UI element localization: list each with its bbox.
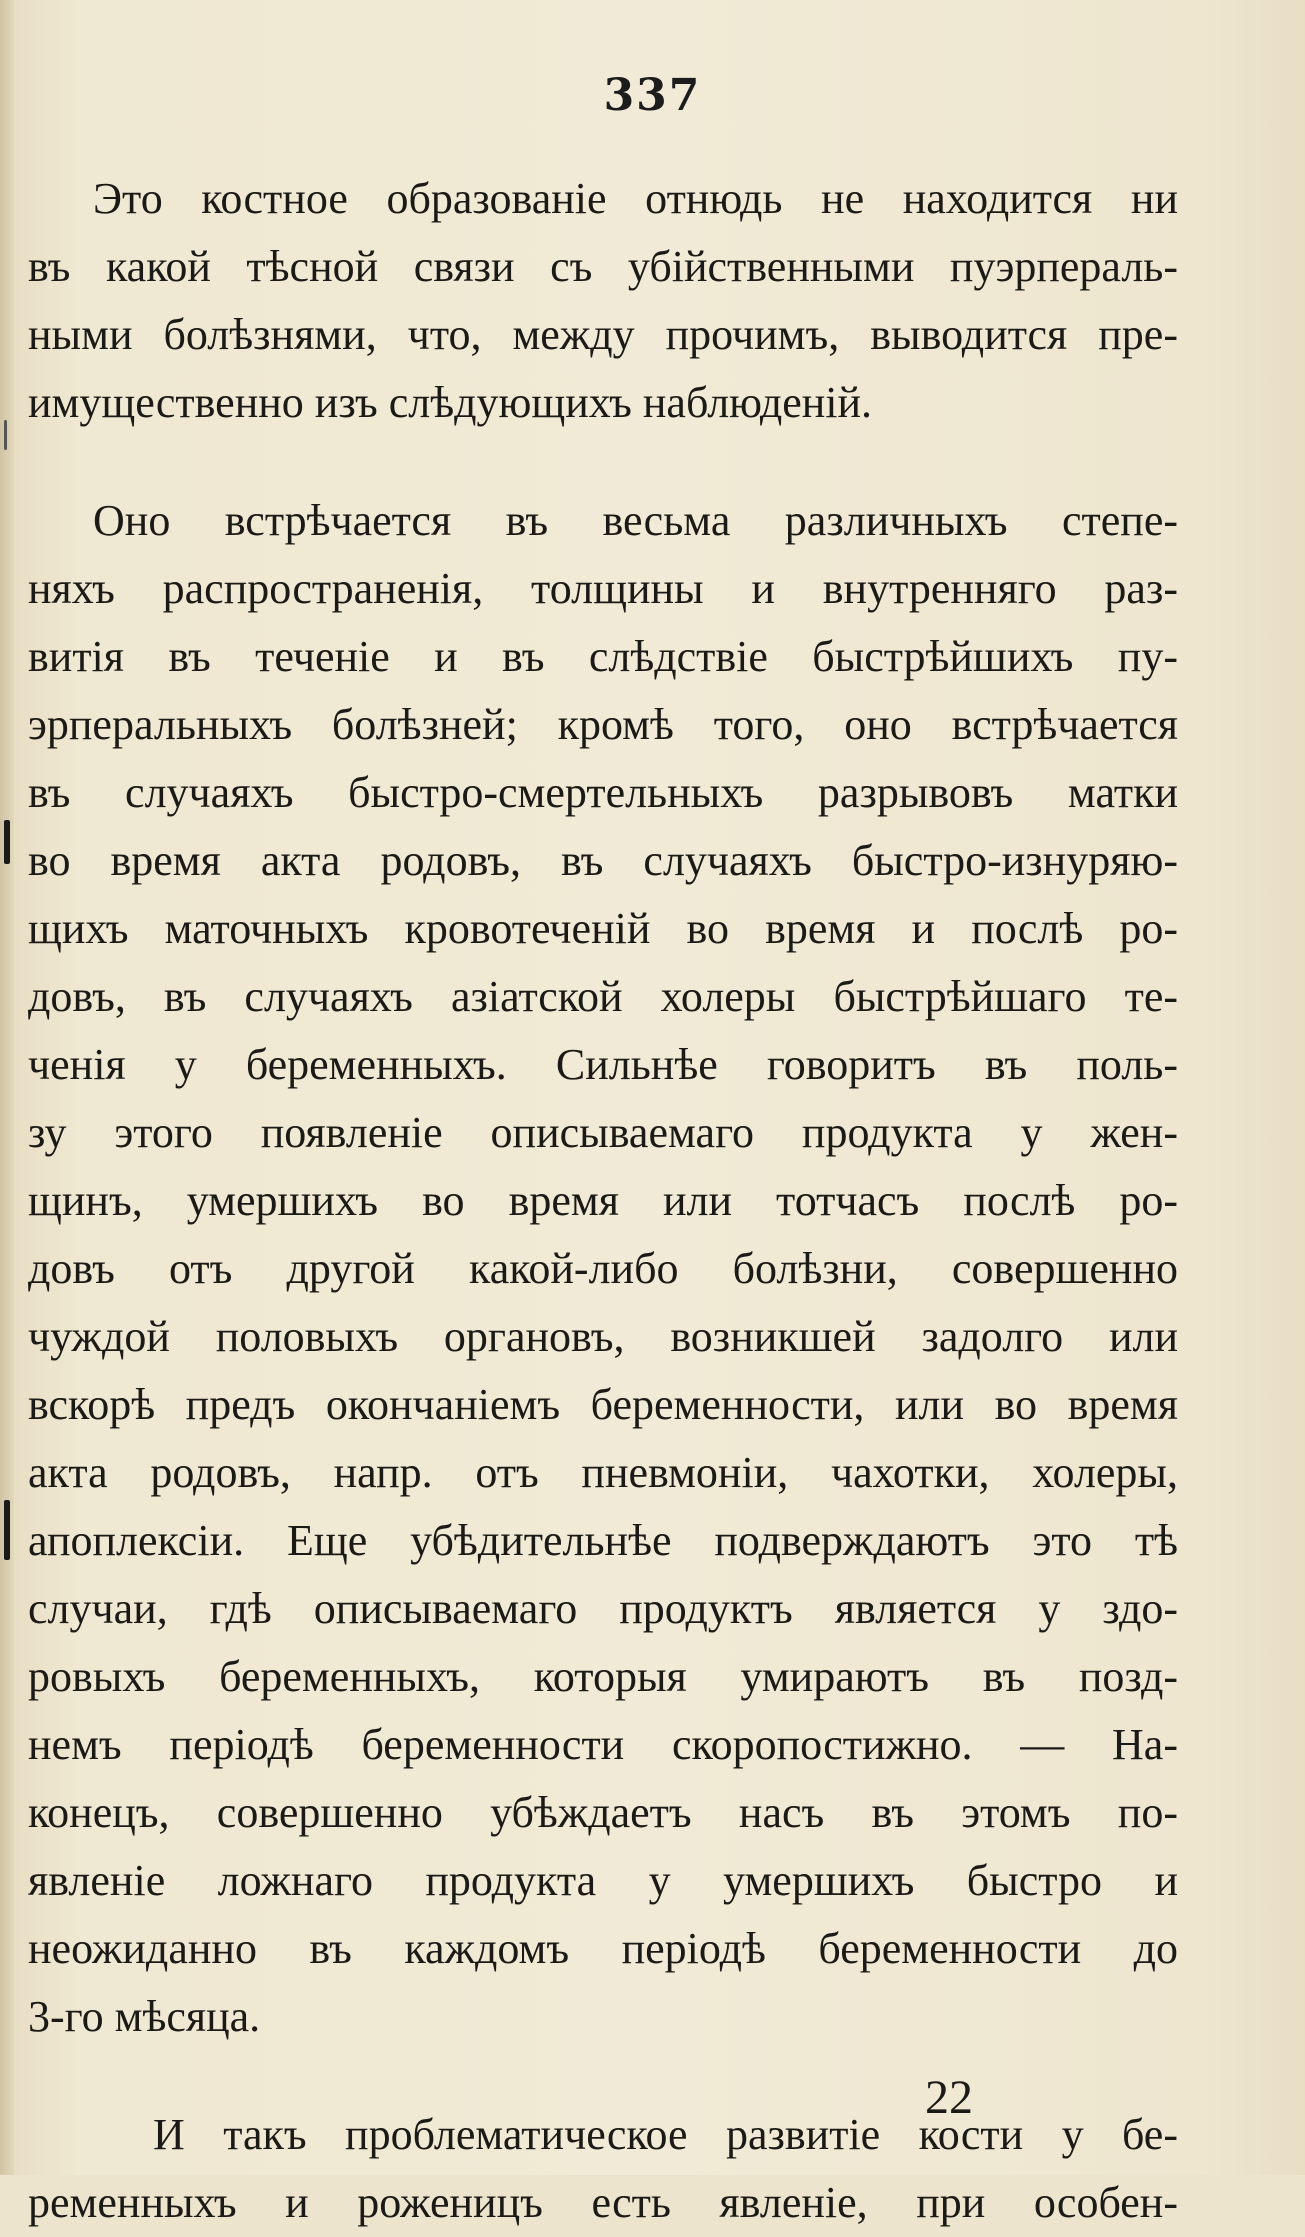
text-line: довъ, въ случаяхъ азіатской холеры быстрѣйшаго те- xyxy=(28,972,1178,1021)
text-line: вскорѣ предъ окончаніемъ беременности, или во время xyxy=(28,1380,1178,1429)
text-line: случаи, гдѣ описываемаго продуктъ является у здо- xyxy=(28,1584,1178,1633)
text-line: во время акта родовъ, въ случаяхъ быстро-изнуряю- xyxy=(28,836,1178,885)
paragraph-1 xyxy=(28,165,1178,437)
signature-mark: 22 xyxy=(925,2071,973,2124)
text-line: въ какой тѣсной связи съ убійственными пуэрпераль- xyxy=(28,242,1178,291)
text-line: ременныхъ и роженицъ есть явленіе, при особен- xyxy=(28,2178,1178,2227)
text-line: апоплексіи. Еще убѣдительнѣе подверждаютъ это тѣ xyxy=(28,1516,1178,1565)
text-line: явленіе ложнаго продукта у умершихъ быстро и xyxy=(28,1856,1178,1905)
text-line: витія въ теченіе и въ слѣдствіе быстрѣйшихъ пу- xyxy=(28,632,1178,681)
text-line: неожиданно въ каждомъ періодѣ беременности до xyxy=(28,1924,1178,1973)
text-line: конецъ, совершенно убѣждаетъ насъ въ этомъ по- xyxy=(28,1788,1178,1837)
text-line: довъ отъ другой какой-либо болѣзни, совершенно xyxy=(28,1244,1178,1293)
text-line: Оно встрѣчается въ весьма различныхъ степе- xyxy=(93,496,1178,545)
binding-mark xyxy=(4,820,10,864)
text-line: няхъ распространенія, толщины и внутренняго раз- xyxy=(28,564,1178,613)
text-line: щинъ, умершихъ во время или тотчасъ послѣ ро- xyxy=(28,1176,1178,1225)
text-line: ными болѣзнями, что, между прочимъ, выводится пре- xyxy=(28,310,1178,359)
paragraph-2 xyxy=(28,487,1178,2051)
paragraph-3 xyxy=(28,2101,1178,2237)
text-line: чуждой половыхъ органовъ, возникшей задолго или xyxy=(28,1312,1178,1361)
text-line: Это костное образованіе отнюдь не находится ни xyxy=(93,174,1178,223)
binding-mark xyxy=(4,1500,10,1560)
text-line: ровыхъ беременныхъ, которыя умираютъ въ позд- xyxy=(28,1652,1178,1701)
text-line: зу этого появленіе описываемаго продукта у жен- xyxy=(28,1108,1178,1157)
page-number-top: 337 xyxy=(603,70,702,121)
text-line: 3-го мѣсяца. xyxy=(28,1992,261,2041)
page-gutter xyxy=(0,0,14,2175)
text-line: акта родовъ, напр. отъ пневмоніи, чахотки, холеры, xyxy=(28,1448,1178,1497)
body-text xyxy=(28,165,1178,2237)
text-line: щихъ маточныхъ кровотеченій во время и послѣ ро- xyxy=(28,904,1178,953)
text-line: И такъ проблематическое развитіе кости у бе- xyxy=(153,2110,1178,2159)
text-line: въ случаяхъ быстро-смертельныхъ разрывовъ матки xyxy=(28,768,1178,817)
text-line: эрперальныхъ болѣзней; кромѣ того, оно встрѣчается xyxy=(28,700,1178,749)
binding-mark xyxy=(4,420,7,450)
text-line: ченія у беременныхъ. Сильнѣе говоритъ въ поль- xyxy=(28,1040,1178,1089)
text-line: немъ періодѣ беременности скоропостижно. — На- xyxy=(28,1720,1178,1769)
text-line: имущественно изъ слѣдующихъ наблюденій. xyxy=(28,378,873,427)
